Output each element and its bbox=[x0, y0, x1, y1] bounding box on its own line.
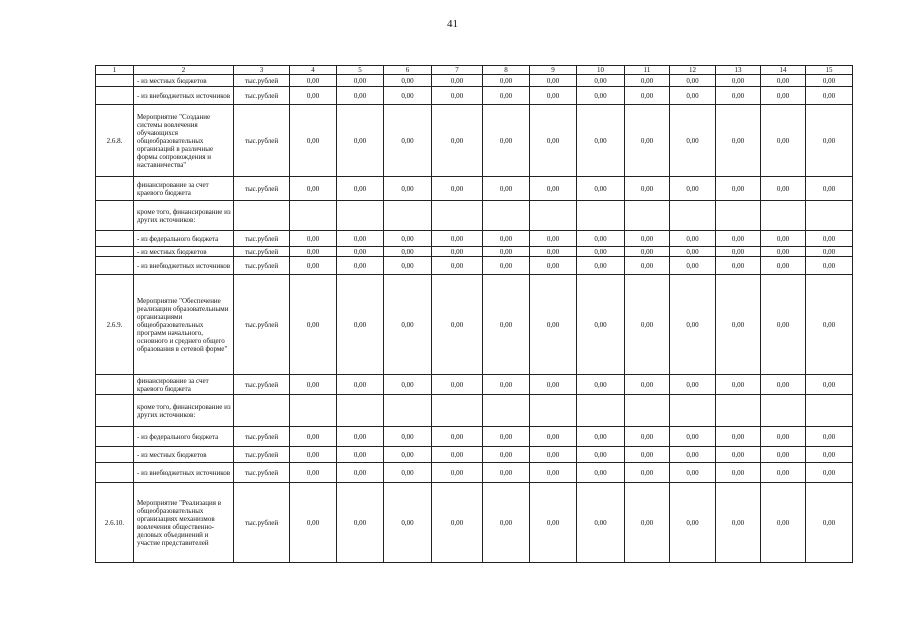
value-cell: 0,00 bbox=[530, 375, 577, 395]
value-cell: 0,00 bbox=[670, 75, 716, 87]
value-cell: 0,00 bbox=[290, 105, 337, 177]
value-cell: 0,00 bbox=[761, 87, 806, 105]
value-cell: 0,00 bbox=[716, 75, 761, 87]
value-cell: 0,00 bbox=[716, 427, 761, 447]
value-cell: 0,00 bbox=[337, 275, 384, 375]
value-cell: 0,00 bbox=[384, 177, 432, 201]
value-cell: 0,00 bbox=[625, 75, 670, 87]
value-cell bbox=[625, 395, 670, 427]
value-cell bbox=[432, 201, 483, 231]
value-cell: 0,00 bbox=[483, 177, 530, 201]
value-cell: 0,00 bbox=[806, 257, 853, 275]
row-name: Мероприятие "Реализация в общеобразовательных организациях механизмов вовлечения общественно-деловых объединений и участие представителей bbox=[134, 483, 234, 563]
table-row bbox=[96, 427, 853, 447]
table-row bbox=[96, 105, 853, 177]
column-header: 8 bbox=[483, 66, 530, 75]
value-cell: 0,00 bbox=[716, 275, 761, 375]
column-header: 5 bbox=[337, 66, 384, 75]
value-cell: 0,00 bbox=[337, 177, 384, 201]
value-cell: 0,00 bbox=[670, 105, 716, 177]
value-cell: 0,00 bbox=[716, 87, 761, 105]
column-header: 13 bbox=[716, 66, 761, 75]
value-cell: 0,00 bbox=[806, 447, 853, 463]
table-row bbox=[96, 375, 853, 395]
value-cell: 0,00 bbox=[432, 483, 483, 563]
row-code bbox=[96, 201, 134, 231]
value-cell: 0,00 bbox=[577, 275, 625, 375]
value-cell: 0,00 bbox=[483, 75, 530, 87]
value-cell: 0,00 bbox=[670, 87, 716, 105]
value-cell: 0,00 bbox=[530, 75, 577, 87]
value-cell: 0,00 bbox=[577, 87, 625, 105]
table-row bbox=[96, 275, 853, 375]
row-code bbox=[96, 231, 134, 247]
row-name: кроме того, финансирование из других источников: bbox=[134, 395, 234, 427]
row-unit bbox=[234, 201, 290, 231]
row-unit: тыс.рублей bbox=[234, 247, 290, 257]
row-unit: тыс.рублей bbox=[234, 87, 290, 105]
value-cell: 0,00 bbox=[432, 177, 483, 201]
value-cell: 0,00 bbox=[432, 463, 483, 483]
value-cell: 0,00 bbox=[670, 447, 716, 463]
value-cell: 0,00 bbox=[337, 247, 384, 257]
value-cell bbox=[670, 395, 716, 427]
value-cell: 0,00 bbox=[483, 105, 530, 177]
value-cell: 0,00 bbox=[384, 447, 432, 463]
value-cell: 0,00 bbox=[384, 247, 432, 257]
row-unit: тыс.рублей bbox=[234, 427, 290, 447]
column-header: 4 bbox=[290, 66, 337, 75]
row-name: - из местных бюджетов bbox=[134, 75, 234, 87]
row-unit: тыс.рублей bbox=[234, 463, 290, 483]
value-cell: 0,00 bbox=[290, 483, 337, 563]
row-code bbox=[96, 257, 134, 275]
value-cell: 0,00 bbox=[384, 275, 432, 375]
value-cell: 0,00 bbox=[384, 257, 432, 275]
value-cell: 0,00 bbox=[290, 177, 337, 201]
value-cell bbox=[530, 201, 577, 231]
value-cell: 0,00 bbox=[577, 177, 625, 201]
value-cell: 0,00 bbox=[806, 177, 853, 201]
row-code: 2.6.8. bbox=[96, 105, 134, 177]
value-cell: 0,00 bbox=[530, 427, 577, 447]
value-cell: 0,00 bbox=[483, 257, 530, 275]
table-row bbox=[96, 483, 853, 563]
row-name: - из внебюджетных источников bbox=[134, 463, 234, 483]
column-header: 11 bbox=[625, 66, 670, 75]
value-cell: 0,00 bbox=[806, 105, 853, 177]
value-cell: 0,00 bbox=[625, 463, 670, 483]
value-cell: 0,00 bbox=[432, 87, 483, 105]
value-cell: 0,00 bbox=[577, 427, 625, 447]
row-code: 2.6.9. bbox=[96, 275, 134, 375]
value-cell: 0,00 bbox=[577, 375, 625, 395]
value-cell: 0,00 bbox=[761, 247, 806, 257]
value-cell: 0,00 bbox=[290, 75, 337, 87]
value-cell: 0,00 bbox=[806, 87, 853, 105]
value-cell: 0,00 bbox=[670, 275, 716, 375]
page-number: 41 bbox=[447, 18, 458, 30]
value-cell: 0,00 bbox=[483, 275, 530, 375]
value-cell: 0,00 bbox=[670, 247, 716, 257]
table-row bbox=[96, 395, 853, 427]
row-code bbox=[96, 427, 134, 447]
value-cell: 0,00 bbox=[625, 231, 670, 247]
value-cell: 0,00 bbox=[761, 177, 806, 201]
row-unit bbox=[234, 395, 290, 427]
value-cell: 0,00 bbox=[577, 75, 625, 87]
value-cell: 0,00 bbox=[716, 247, 761, 257]
column-header: 9 bbox=[530, 66, 577, 75]
header-row bbox=[96, 66, 853, 75]
value-cell bbox=[290, 395, 337, 427]
value-cell: 0,00 bbox=[530, 105, 577, 177]
value-cell: 0,00 bbox=[337, 75, 384, 87]
value-cell bbox=[530, 395, 577, 427]
value-cell: 0,00 bbox=[577, 483, 625, 563]
value-cell: 0,00 bbox=[625, 275, 670, 375]
value-cell: 0,00 bbox=[716, 375, 761, 395]
value-cell: 0,00 bbox=[432, 375, 483, 395]
value-cell: 0,00 bbox=[670, 177, 716, 201]
table-row bbox=[96, 463, 853, 483]
value-cell: 0,00 bbox=[761, 275, 806, 375]
value-cell: 0,00 bbox=[483, 447, 530, 463]
value-cell bbox=[806, 201, 853, 231]
value-cell: 0,00 bbox=[337, 427, 384, 447]
row-unit: тыс.рублей bbox=[234, 275, 290, 375]
value-cell: 0,00 bbox=[290, 427, 337, 447]
value-cell: 0,00 bbox=[625, 483, 670, 563]
value-cell: 0,00 bbox=[577, 105, 625, 177]
value-cell: 0,00 bbox=[761, 105, 806, 177]
value-cell bbox=[483, 395, 530, 427]
value-cell: 0,00 bbox=[530, 447, 577, 463]
value-cell: 0,00 bbox=[716, 483, 761, 563]
value-cell bbox=[716, 201, 761, 231]
row-name: финансирование за счет краевого бюджета bbox=[134, 177, 234, 201]
table-row bbox=[96, 447, 853, 463]
value-cell bbox=[716, 395, 761, 427]
column-header: 2 bbox=[134, 66, 234, 75]
value-cell: 0,00 bbox=[384, 75, 432, 87]
value-cell: 0,00 bbox=[806, 275, 853, 375]
value-cell bbox=[625, 201, 670, 231]
value-cell: 0,00 bbox=[670, 231, 716, 247]
value-cell: 0,00 bbox=[432, 275, 483, 375]
value-cell: 0,00 bbox=[806, 75, 853, 87]
value-cell: 0,00 bbox=[761, 463, 806, 483]
value-cell: 0,00 bbox=[337, 231, 384, 247]
value-cell: 0,00 bbox=[806, 231, 853, 247]
value-cell: 0,00 bbox=[432, 427, 483, 447]
row-code bbox=[96, 247, 134, 257]
row-name: - из федерального бюджета bbox=[134, 231, 234, 247]
value-cell: 0,00 bbox=[761, 75, 806, 87]
row-name: кроме того, финансирование из других источников: bbox=[134, 201, 234, 231]
value-cell: 0,00 bbox=[577, 257, 625, 275]
column-header: 14 bbox=[761, 66, 806, 75]
value-cell: 0,00 bbox=[384, 105, 432, 177]
table-row bbox=[96, 87, 853, 105]
value-cell: 0,00 bbox=[530, 483, 577, 563]
value-cell bbox=[670, 201, 716, 231]
value-cell: 0,00 bbox=[384, 483, 432, 563]
value-cell: 0,00 bbox=[337, 105, 384, 177]
value-cell bbox=[384, 201, 432, 231]
value-cell: 0,00 bbox=[432, 231, 483, 247]
value-cell: 0,00 bbox=[670, 257, 716, 275]
row-unit: тыс.рублей bbox=[234, 483, 290, 563]
value-cell: 0,00 bbox=[530, 177, 577, 201]
value-cell: 0,00 bbox=[530, 463, 577, 483]
row-unit: тыс.рублей bbox=[234, 447, 290, 463]
value-cell: 0,00 bbox=[337, 375, 384, 395]
value-cell: 0,00 bbox=[806, 463, 853, 483]
table-row bbox=[96, 257, 853, 275]
value-cell: 0,00 bbox=[290, 447, 337, 463]
value-cell: 0,00 bbox=[432, 105, 483, 177]
column-header: 3 bbox=[234, 66, 290, 75]
row-name: Мероприятие "Обеспечение реализации образовательными организациями общеобразовательных программ начального, основного и среднего общего образования в сетевой форме" bbox=[134, 275, 234, 375]
row-name: финансирование за счет краевого бюджета bbox=[134, 375, 234, 395]
value-cell: 0,00 bbox=[806, 247, 853, 257]
row-code: 2.6.10. bbox=[96, 483, 134, 563]
value-cell: 0,00 bbox=[761, 427, 806, 447]
table-row bbox=[96, 231, 853, 247]
row-unit: тыс.рублей bbox=[234, 257, 290, 275]
value-cell: 0,00 bbox=[337, 257, 384, 275]
value-cell bbox=[290, 201, 337, 231]
table-row bbox=[96, 177, 853, 201]
value-cell: 0,00 bbox=[716, 463, 761, 483]
row-name: - из федерального бюджета bbox=[134, 427, 234, 447]
value-cell: 0,00 bbox=[483, 87, 530, 105]
value-cell: 0,00 bbox=[384, 375, 432, 395]
value-cell bbox=[577, 395, 625, 427]
value-cell: 0,00 bbox=[577, 231, 625, 247]
value-cell: 0,00 bbox=[577, 247, 625, 257]
value-cell: 0,00 bbox=[483, 231, 530, 247]
column-header: 15 bbox=[806, 66, 853, 75]
value-cell: 0,00 bbox=[806, 483, 853, 563]
value-cell: 0,00 bbox=[337, 463, 384, 483]
value-cell: 0,00 bbox=[670, 483, 716, 563]
value-cell: 0,00 bbox=[432, 257, 483, 275]
value-cell: 0,00 bbox=[625, 105, 670, 177]
value-cell: 0,00 bbox=[432, 247, 483, 257]
value-cell: 0,00 bbox=[432, 75, 483, 87]
value-cell: 0,00 bbox=[290, 463, 337, 483]
column-header: 1 bbox=[96, 66, 134, 75]
value-cell: 0,00 bbox=[483, 375, 530, 395]
value-cell: 0,00 bbox=[761, 483, 806, 563]
value-cell: 0,00 bbox=[761, 375, 806, 395]
value-cell: 0,00 bbox=[290, 87, 337, 105]
value-cell: 0,00 bbox=[530, 87, 577, 105]
value-cell: 0,00 bbox=[530, 275, 577, 375]
value-cell: 0,00 bbox=[290, 275, 337, 375]
value-cell: 0,00 bbox=[716, 177, 761, 201]
column-header: 10 bbox=[577, 66, 625, 75]
value-cell: 0,00 bbox=[716, 231, 761, 247]
value-cell: 0,00 bbox=[530, 247, 577, 257]
row-name: Мероприятие "Создание системы вовлечения обучающихся общеобразовательных организаций в различные формы сопровождения и наставничества" bbox=[134, 105, 234, 177]
value-cell bbox=[337, 395, 384, 427]
row-code bbox=[96, 395, 134, 427]
value-cell bbox=[384, 395, 432, 427]
value-cell: 0,00 bbox=[337, 447, 384, 463]
row-unit: тыс.рублей bbox=[234, 231, 290, 247]
row-name: - из местных бюджетов bbox=[134, 447, 234, 463]
row-code bbox=[96, 177, 134, 201]
row-unit: тыс.рублей bbox=[234, 105, 290, 177]
table-row bbox=[96, 201, 853, 231]
value-cell: 0,00 bbox=[577, 447, 625, 463]
value-cell: 0,00 bbox=[384, 427, 432, 447]
value-cell: 0,00 bbox=[670, 427, 716, 447]
row-unit: тыс.рублей bbox=[234, 375, 290, 395]
value-cell: 0,00 bbox=[716, 105, 761, 177]
value-cell: 0,00 bbox=[290, 257, 337, 275]
value-cell: 0,00 bbox=[761, 257, 806, 275]
value-cell: 0,00 bbox=[530, 257, 577, 275]
row-name: - из внебюджетных источников bbox=[134, 257, 234, 275]
value-cell: 0,00 bbox=[625, 447, 670, 463]
value-cell: 0,00 bbox=[761, 231, 806, 247]
table-row bbox=[96, 75, 853, 87]
value-cell: 0,00 bbox=[625, 257, 670, 275]
value-cell: 0,00 bbox=[290, 247, 337, 257]
row-unit: тыс.рублей bbox=[234, 177, 290, 201]
value-cell: 0,00 bbox=[670, 463, 716, 483]
value-cell: 0,00 bbox=[716, 447, 761, 463]
row-unit: тыс.рублей bbox=[234, 75, 290, 87]
value-cell: 0,00 bbox=[483, 247, 530, 257]
value-cell: 0,00 bbox=[290, 375, 337, 395]
value-cell: 0,00 bbox=[625, 247, 670, 257]
value-cell bbox=[806, 395, 853, 427]
table-row bbox=[96, 247, 853, 257]
row-code bbox=[96, 375, 134, 395]
value-cell bbox=[432, 395, 483, 427]
value-cell bbox=[483, 201, 530, 231]
value-cell: 0,00 bbox=[806, 427, 853, 447]
budget-table bbox=[95, 65, 853, 563]
value-cell: 0,00 bbox=[384, 87, 432, 105]
value-cell: 0,00 bbox=[483, 427, 530, 447]
value-cell bbox=[761, 395, 806, 427]
row-code bbox=[96, 87, 134, 105]
value-cell: 0,00 bbox=[625, 427, 670, 447]
value-cell: 0,00 bbox=[625, 87, 670, 105]
value-cell: 0,00 bbox=[337, 483, 384, 563]
value-cell: 0,00 bbox=[625, 177, 670, 201]
column-header: 7 bbox=[432, 66, 483, 75]
row-code bbox=[96, 463, 134, 483]
column-header: 6 bbox=[384, 66, 432, 75]
value-cell: 0,00 bbox=[670, 375, 716, 395]
value-cell: 0,00 bbox=[337, 87, 384, 105]
value-cell: 0,00 bbox=[432, 447, 483, 463]
value-cell: 0,00 bbox=[290, 231, 337, 247]
row-name: - из местных бюджетов bbox=[134, 247, 234, 257]
value-cell: 0,00 bbox=[530, 231, 577, 247]
value-cell: 0,00 bbox=[483, 483, 530, 563]
value-cell: 0,00 bbox=[761, 447, 806, 463]
value-cell: 0,00 bbox=[625, 375, 670, 395]
value-cell: 0,00 bbox=[806, 375, 853, 395]
value-cell: 0,00 bbox=[577, 463, 625, 483]
value-cell bbox=[761, 201, 806, 231]
row-code bbox=[96, 447, 134, 463]
row-code bbox=[96, 75, 134, 87]
row-name: - из внебюджетных источников bbox=[134, 87, 234, 105]
column-header: 12 bbox=[670, 66, 716, 75]
value-cell bbox=[577, 201, 625, 231]
value-cell: 0,00 bbox=[483, 463, 530, 483]
value-cell: 0,00 bbox=[716, 257, 761, 275]
value-cell bbox=[337, 201, 384, 231]
value-cell: 0,00 bbox=[384, 231, 432, 247]
value-cell: 0,00 bbox=[384, 463, 432, 483]
